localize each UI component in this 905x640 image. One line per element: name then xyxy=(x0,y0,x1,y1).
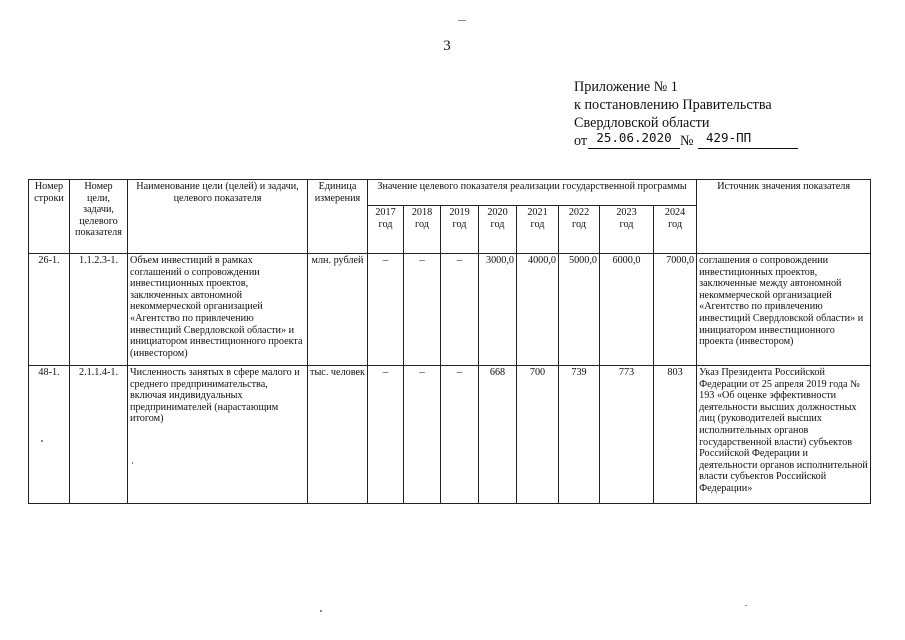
cell-source: соглашения о сопровождении инвестиционных проектов, заключенные между автономной некоммерческой организацией «Агентство по привлечению инвестиций Свердловской области» и инициатором инвестиционного проекта (инвестором) xyxy=(697,254,871,366)
indicators-table xyxy=(28,179,871,504)
cell-row-number: 26-1. xyxy=(29,254,70,366)
cell-value: – xyxy=(441,366,479,504)
appendix-header xyxy=(574,78,772,150)
cell-goal-number: 1.1.2.3-1. xyxy=(70,254,128,366)
header-year: 2024 год xyxy=(654,206,697,254)
cell-unit: млн. рублей xyxy=(308,254,368,366)
header-goal-number: Номер цели, задачи, целевого показателя xyxy=(70,180,128,254)
cell-value: 4000,0 xyxy=(517,254,559,366)
header-year: 2019 год xyxy=(441,206,479,254)
cell-value: 773 xyxy=(600,366,654,504)
table-row xyxy=(29,254,871,366)
number-label: № xyxy=(680,133,694,149)
table-header-row xyxy=(29,180,871,206)
appendix-region-line: Свердловской области xyxy=(574,115,710,131)
cell-value: 6000,0 xyxy=(600,254,654,366)
scan-speck xyxy=(132,462,133,464)
cell-row-number: 48-1. xyxy=(29,366,70,504)
header-values-group: Значение целевого показателя реализации государственной программы xyxy=(368,180,697,206)
appendix-title: Приложение № 1 xyxy=(574,79,678,95)
cell-value: 700 xyxy=(517,366,559,504)
page-number: 3 xyxy=(443,38,451,54)
cell-goal-number: 2.1.1.4-1. xyxy=(70,366,128,504)
header-year: 2021 год xyxy=(517,206,559,254)
cell-value: 739 xyxy=(559,366,600,504)
header-unit: Единица измерения xyxy=(308,180,368,254)
scan-speck xyxy=(320,610,322,612)
header-year: 2023 год xyxy=(600,206,654,254)
appendix-date-number-line xyxy=(574,132,772,150)
header-year: 2022 год xyxy=(559,206,600,254)
from-label: от xyxy=(574,133,588,149)
cell-value: 668 xyxy=(479,366,517,504)
cell-value: 803 xyxy=(654,366,697,504)
scan-speck xyxy=(745,605,747,606)
cell-name: Численность занятых в сфере малого и среднего предпринимательства, включая индивидуальных предпринимателей (нарастающим итогом) xyxy=(128,366,308,504)
header-row-number: Номер строки xyxy=(29,180,70,254)
header-year: 2020 год xyxy=(479,206,517,254)
header-source: Источник значения показателя xyxy=(697,180,871,254)
cell-value: – xyxy=(441,254,479,366)
cell-value: – xyxy=(368,366,404,504)
header-year: 2017 год xyxy=(368,206,404,254)
decree-number: 429-ПП xyxy=(698,128,798,149)
cell-source: Указ Президента Российской Федерации от 25 апреля 2019 года № 193 «Об оценке эффективности деятельности высших должностных лиц (руководителей высших исполнительных органов государственной власти) субъектов Российской Федерации и деятельности органов исполнительной власти субъектов Российской Федерации» xyxy=(697,366,871,504)
cell-value: 5000,0 xyxy=(559,254,600,366)
cell-value: – xyxy=(404,366,441,504)
cell-name: Объем инвестиций в рамках соглашений о сопровождении инвестиционных проектов, заключенных автономной некоммерческой организацией «Агентство по привлечению инвестиций Свердловской области» и инициатором инвестиционного проекта (инвестором) xyxy=(128,254,308,366)
cell-value: – xyxy=(404,254,441,366)
cell-unit: тыс. человек xyxy=(308,366,368,504)
cell-value: 7000,0 xyxy=(654,254,697,366)
appendix-decree-line: к постановлению Правительства xyxy=(574,97,772,113)
scan-speck xyxy=(41,440,43,442)
scan-speck xyxy=(458,20,466,21)
decree-date: 25.06.2020 xyxy=(588,128,680,149)
table-row xyxy=(29,366,871,504)
cell-value: 3000,0 xyxy=(479,254,517,366)
cell-value: – xyxy=(368,254,404,366)
header-name: Наименование цели (целей) и задачи, целевого показателя xyxy=(128,180,308,254)
header-year: 2018 год xyxy=(404,206,441,254)
